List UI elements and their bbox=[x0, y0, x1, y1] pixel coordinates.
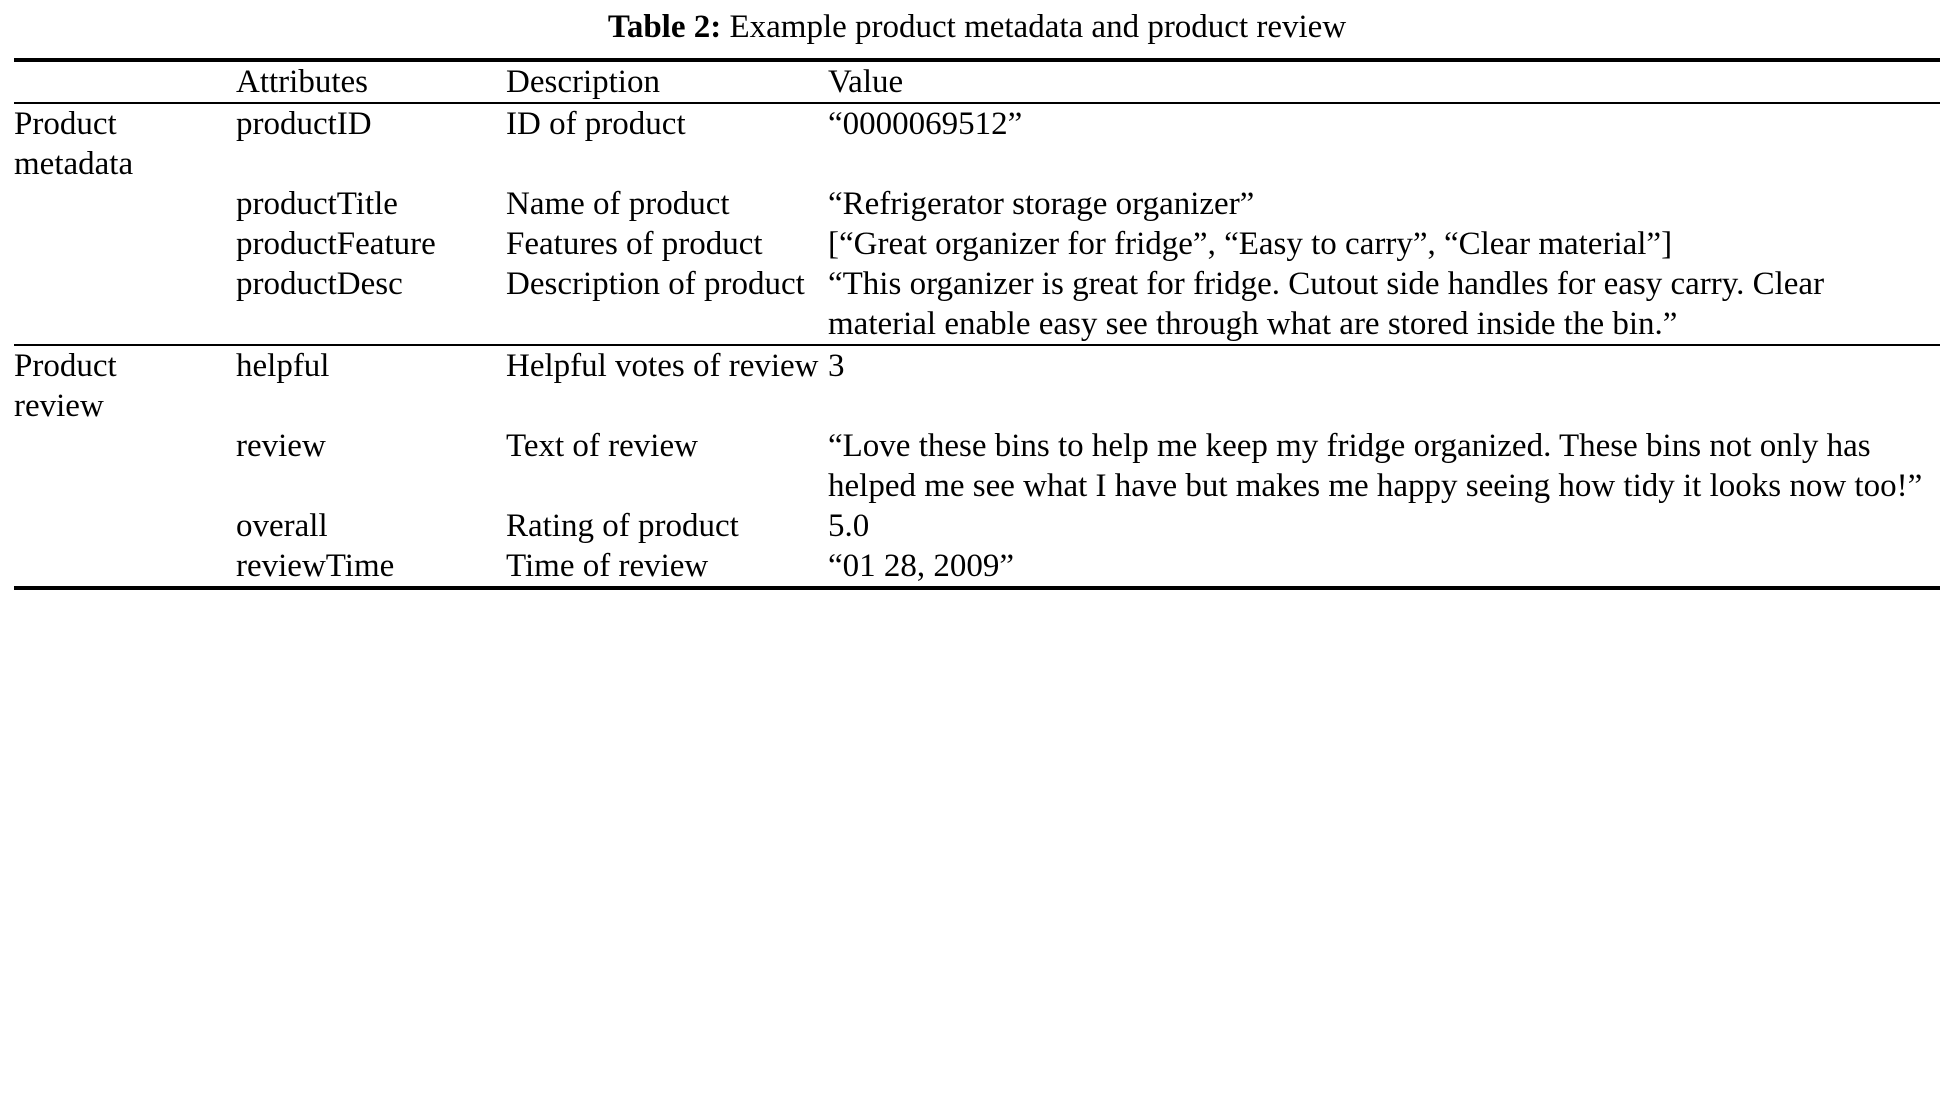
description-productID: ID of product bbox=[506, 106, 686, 142]
table-caption bbox=[14, 0, 1940, 58]
group-label-line1: Product bbox=[14, 348, 117, 384]
group-label-product-review bbox=[14, 346, 236, 426]
table-header-row bbox=[14, 62, 1940, 103]
attribute-helpful: helpful bbox=[236, 348, 330, 384]
description-productFeature: Features of product bbox=[506, 226, 763, 262]
table-row bbox=[14, 546, 1940, 588]
group-spacer bbox=[14, 184, 236, 224]
header-group bbox=[14, 62, 236, 103]
row-spacer bbox=[14, 166, 1940, 184]
value-review: “Love these bins to help me keep my fridge organized. These bins not only has helped me see what I have but makes me happy seeing how tidy it looks now too!” bbox=[828, 428, 1923, 504]
group-spacer bbox=[14, 506, 236, 546]
group-spacer bbox=[14, 264, 236, 345]
attribute-productTitle: productTitle bbox=[236, 186, 398, 222]
group-label-line2: metadata bbox=[14, 146, 134, 182]
attribute-overall: overall bbox=[236, 508, 328, 544]
description-overall: Rating of product bbox=[506, 508, 739, 544]
attribute-review: review bbox=[236, 428, 326, 464]
table-row bbox=[14, 426, 1940, 506]
table-row bbox=[14, 506, 1940, 546]
table-row bbox=[14, 184, 1940, 224]
caption-label: Table 2: bbox=[607, 9, 722, 45]
value-helpful: 3 bbox=[828, 348, 845, 384]
description-helpful: Helpful votes of review bbox=[506, 348, 819, 384]
value-productID: “0000069512” bbox=[828, 106, 1023, 142]
header-value: Value bbox=[828, 64, 904, 100]
rule-bottom bbox=[14, 588, 1940, 590]
value-productTitle: “Refrigerator storage organizer” bbox=[828, 186, 1255, 222]
caption-text: Example product metadata and product review bbox=[729, 9, 1347, 45]
group-spacer bbox=[14, 426, 236, 506]
value-productDesc: “This organizer is great for fridge. Cutout side handles for easy carry. Clear material enable easy see through what are stored inside the bin.” bbox=[828, 266, 1825, 342]
description-reviewTime: Time of review bbox=[506, 548, 709, 584]
value-productFeature: [“Great organizer for fridge”, “Easy to carry”, “Clear material”] bbox=[828, 226, 1673, 262]
group-label-product-metadata bbox=[14, 104, 236, 184]
description-productDesc: Description of product bbox=[506, 266, 805, 302]
group-label-line1: Product bbox=[14, 106, 117, 142]
attribute-productID: productID bbox=[236, 106, 372, 142]
attribute-productDesc: productDesc bbox=[236, 266, 403, 302]
description-review: Text of review bbox=[506, 428, 698, 464]
group-spacer bbox=[14, 546, 236, 588]
value-overall: 5.0 bbox=[828, 508, 870, 544]
table-row bbox=[14, 264, 1940, 345]
group-spacer bbox=[14, 224, 236, 264]
table-row bbox=[14, 346, 1940, 418]
description-productTitle: Name of product bbox=[506, 186, 730, 222]
table-row bbox=[14, 224, 1940, 264]
attribute-reviewTime: reviewTime bbox=[236, 548, 395, 584]
metadata-review-table bbox=[14, 58, 1940, 590]
attribute-productFeature: productFeature bbox=[236, 226, 436, 262]
value-reviewTime: “01 28, 2009” bbox=[828, 548, 1015, 584]
header-description: Description bbox=[506, 64, 660, 100]
row-spacer bbox=[14, 418, 1940, 426]
header-attributes: Attributes bbox=[236, 64, 368, 100]
table-row bbox=[14, 104, 1940, 166]
group-label-line2: review bbox=[14, 388, 104, 424]
